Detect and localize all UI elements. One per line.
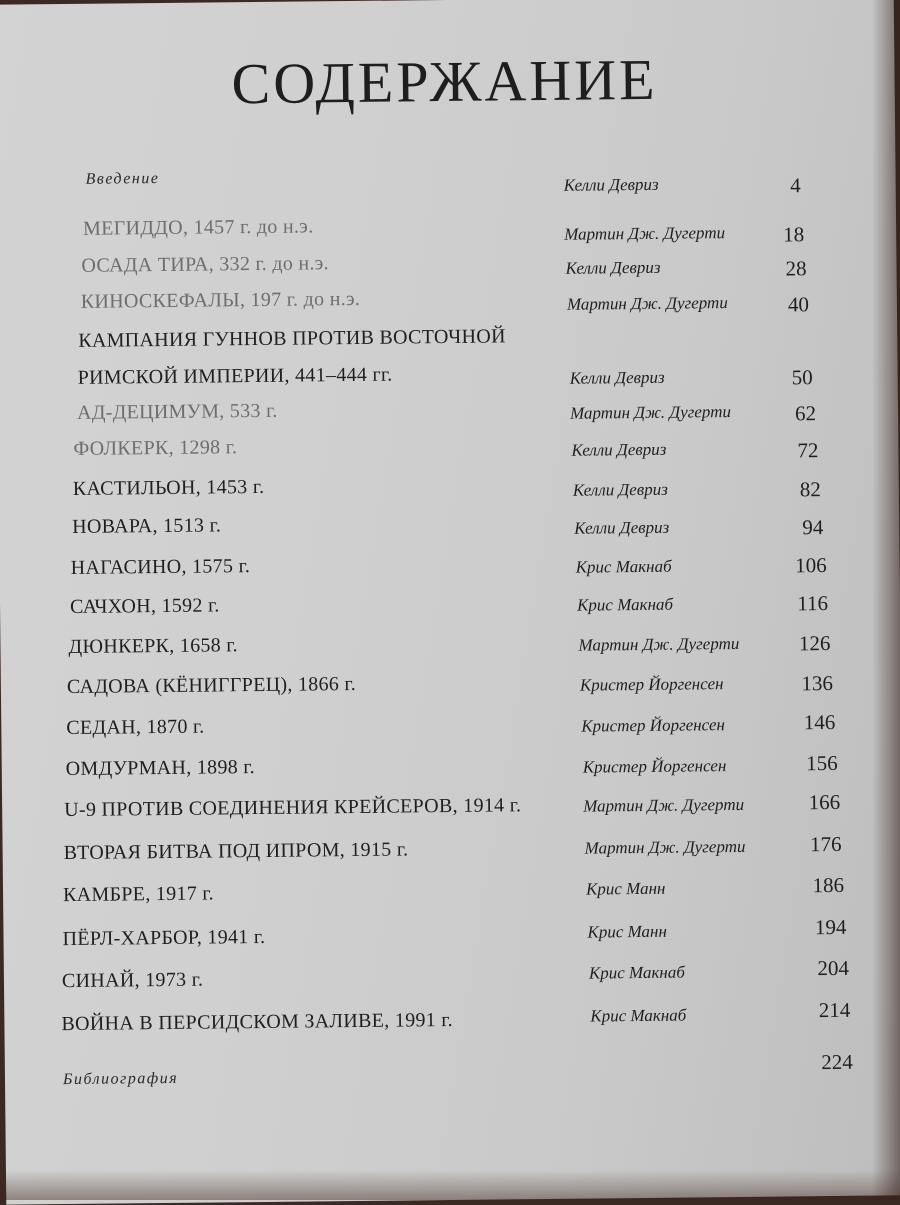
toc-entry-title: РИМСКОЙ ИМПЕРИИ, 441–444 гг. (78, 364, 393, 390)
toc-entry-title: U-9 ПРОТИВ СОЕДИНЕНИЯ КРЕЙСЕРОВ, 1914 г. (64, 794, 521, 822)
toc-entry-page: 94 (763, 515, 823, 541)
toc-entry-author: Келли Девриз (565, 258, 660, 279)
toc-entry-page: 126 (770, 631, 830, 657)
toc-entry-author: Крис Макнаб (589, 963, 685, 984)
page-edge-shadow (872, 0, 900, 1200)
toc-entry-author: Мартин Дж. Дугерти (564, 223, 725, 245)
toc-entry-author: Келли Девриз (570, 368, 665, 389)
toc-entry-page: 72 (758, 438, 818, 464)
toc-entry-title: КИНОСКЕФАЛЫ, 197 г. до н.э. (81, 288, 361, 314)
toc-entry-title: МЕГИДДО, 1457 г. до н.э. (83, 215, 314, 240)
toc-entry-title: КАМБРЕ, 1917 г. (63, 882, 214, 907)
toc-entry-bibliography (5, 1059, 900, 1108)
toc-entry-author: Кристер Йоргенсен (581, 715, 725, 737)
toc-entry-title: ОМДУРМАН, 1898 г. (66, 756, 255, 781)
toc-entry-page: 116 (768, 591, 828, 617)
toc-entry-author: Мартин Дж. Дугерти (578, 634, 739, 656)
toc-entry-page: 224 (793, 1050, 853, 1076)
toc-entry-page: 204 (789, 956, 849, 982)
toc-entry-intro (0, 160, 896, 209)
toc-entry-page: 106 (767, 553, 827, 579)
toc-entry-title: СЕДАН, 1870 г. (66, 716, 204, 740)
toc-entry-page: 156 (778, 751, 838, 777)
toc-entry (3, 875, 900, 924)
toc-entry-page: 194 (786, 915, 846, 941)
toc-entry-page: 214 (790, 998, 850, 1024)
toc-entry-title: Библиография (63, 1070, 178, 1089)
toc-entry-title: ПЁРЛ-ХАРБОР, 1941 г. (62, 926, 265, 951)
toc-entry-author: Мартин Дж. Дугерти (567, 293, 728, 315)
toc-entry-title: ОСАДА ТИРА, 332 г. до н.э. (81, 252, 329, 278)
toc-entry (0, 427, 899, 476)
toc-entry (3, 833, 900, 882)
toc-entry-page: 176 (781, 832, 841, 858)
toc-entry-author: Келли Девриз (574, 518, 669, 539)
toc-entry-title: ДЮНКЕРК, 1658 г. (68, 634, 238, 659)
toc-entry-author: Мартин Дж. Дугерти (583, 795, 744, 817)
toc-entry-author: Мартин Дж. Дугерти (585, 837, 746, 859)
toc-entry-title: САДОВА (КЁНИГГРЕЦ), 1866 г. (67, 673, 356, 699)
toc-entry (4, 1004, 900, 1053)
toc-entry-author: Крис Манн (587, 922, 667, 943)
toc-entry-page: 28 (746, 256, 806, 282)
toc-entry-author: Кристер Йоргенсен (583, 756, 727, 778)
toc-entry (4, 961, 900, 1010)
toc-entry-author: Келли Девриз (573, 480, 668, 501)
toc-entry-page: 50 (753, 365, 813, 391)
toc-entry-author: Крис Макнаб (576, 557, 672, 578)
toc-entry-page: 62 (756, 401, 816, 427)
toc-entry-title: АД-ДЕЦИМУМ, 533 г. (77, 400, 278, 425)
toc-entry-page: 146 (775, 710, 835, 736)
toc-entry-author: Кристер Йоргенсен (580, 674, 724, 696)
toc-entry (2, 790, 900, 839)
toc-entry-title: КАСТИЛЬОН, 1453 г. (73, 476, 265, 501)
toc-entry-title: КАМПАНИЯ ГУННОВ ПРОТИВ ВОСТОЧНОЙ (78, 325, 506, 352)
toc-entry-title: ВТОРАЯ БИТВА ПОД ИПРОМ, 1915 г. (64, 838, 409, 865)
toc-entry-title: ФОЛКЕРК, 1298 г. (73, 436, 237, 461)
toc-entry-page: 186 (784, 873, 844, 899)
page-title: СОДЕРЖАНИЕ (0, 43, 895, 119)
toc-entry-title: ВОЙНА В ПЕРСИДСКОМ ЗАЛИВЕ, 1991 г. (61, 1009, 453, 1036)
toc-entry-title: НАГАСИНО, 1575 г. (71, 555, 251, 580)
toc-entry-page: 136 (773, 671, 833, 697)
toc-entry-author: Крис Макнаб (577, 595, 673, 616)
toc-entry-author: Крис Манн (586, 879, 666, 900)
toc-entry-page: 40 (749, 292, 809, 318)
toc-entry-title: НОВАРА, 1513 г. (72, 514, 221, 539)
page-bottom-shadow (0, 1170, 900, 1200)
toc-entry-page: 166 (780, 790, 840, 816)
toc-entry-page: 82 (761, 477, 821, 503)
toc-entry-title: СИНАЙ, 1973 г. (62, 969, 203, 993)
toc-entry-author: Мартин Дж. Дугерти (570, 402, 731, 424)
toc-entry-title: САЧХОН, 1592 г. (70, 594, 220, 619)
toc-entry-page: 4 (741, 173, 801, 199)
toc-entry-title: Введение (85, 170, 159, 189)
toc-entry (3, 919, 900, 968)
toc-entry-author: Крис Макнаб (590, 1006, 686, 1027)
toc-entry-author: Келли Девриз (571, 440, 666, 461)
toc-entry-page: 18 (744, 222, 804, 248)
toc-entry-author: Келли Девриз (564, 175, 659, 196)
